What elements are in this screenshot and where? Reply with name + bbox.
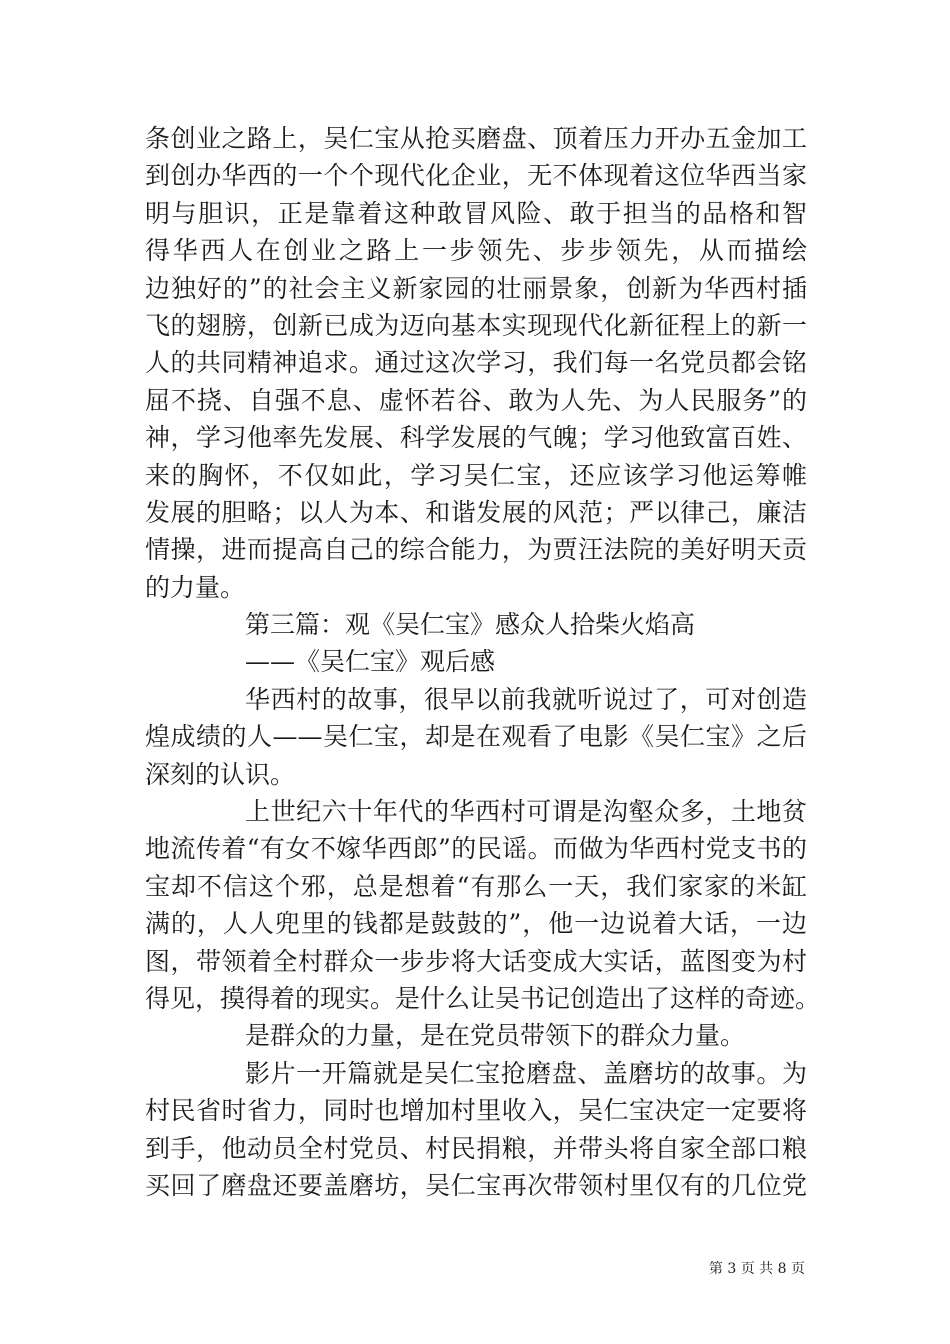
text-line: 宝却不信这个邪，总是想着“有那么一天，我们家家的米缸 <box>145 871 807 901</box>
text-line: 的力量。 <box>145 572 246 602</box>
text-line: 神，学习他率先发展、科学发展的气魄；学习他致富百姓、 <box>145 423 807 453</box>
text-line: 地流传着“有女不嫁华西郎”的民谣。而做为华西村党支书的 <box>145 834 807 864</box>
text-line: 飞的翅膀，创新已成为迈向基本实现现代化新征程上的新一 <box>145 310 807 340</box>
text-line: 情操，进而提高自己的综合能力，为贾汪法院的美好明天贡 <box>145 535 807 565</box>
text-line: 边独好的”的社会主义新家园的壮丽景象，创新为华西村插 <box>145 273 807 303</box>
text-line: 来的胸怀，不仅如此，学习吴仁宝，还应该学习他运筹帷 <box>145 460 807 490</box>
text-line: 得见，摸得着的现实。是什么让吴书记创造出了这样的奇迹。 <box>145 983 821 1013</box>
text-line: 到创办华西的一个个现代化企业，无不体现着这位华西当家 <box>145 161 807 191</box>
text-line: 深刻的认识。 <box>145 759 296 789</box>
page-number: 第 3 页 共 8 页 <box>708 1261 805 1277</box>
text-line: 影片一开篇就是吴仁宝抢磨盘、盖磨坊的故事。为 <box>245 1058 807 1088</box>
text-line: 村民省时省力，同时也增加村里收入，吴仁宝决定一定要将 <box>145 1096 807 1126</box>
body-text <box>145 120 821 1204</box>
text-line: 满的，人人兜里的钱都是鼓鼓的”，他一边说着大话，一边 <box>145 909 807 939</box>
text-line: 屈不挠、自强不息、虚怀若谷、敢为人先、为人民服务”的 <box>145 385 807 415</box>
text-line: 到手，他动员全村党员、村民捐粮，并带头将自家全部口粮 <box>145 1133 807 1163</box>
text-line: 上世纪六十年代的华西村可谓是沟壑众多，土地贫 <box>245 797 807 827</box>
text-line: 人的共同精神追求。通过这次学习，我们每一名党员都会铭 <box>145 348 807 378</box>
text-line: 条创业之路上，吴仁宝从抢买磨盘、顶着压力开办五金加工 <box>145 124 807 153</box>
text-line: 明与胆识，正是靠着这种敢冒风险、敢于担当的品格和智 <box>145 198 807 228</box>
text-line: 煌成绩的人——吴仁宝，却是在观看了电影《吴仁宝》之后 <box>145 722 807 752</box>
text-line: 第三篇：观《吴仁宝》感众人拾柴火焰高 <box>245 610 696 640</box>
text-line: 发展的胆略；以人为本、和谐发展的风范；严以律己，廉洁 <box>145 497 807 527</box>
text-line: 华西村的故事，很早以前我就听说过了，可对创造 <box>245 684 807 714</box>
text-line: ——《吴仁宝》观后感 <box>245 647 496 677</box>
text-line: 图，带领着全村群众一步步将大话变成大实话，蓝图变为村 <box>145 946 807 976</box>
text-line: 买回了磨盘还要盖磨坊，吴仁宝再次带领村里仅有的几位党 <box>145 1170 807 1200</box>
text-line: 是群众的力量，是在党员带领下的群众力量。 <box>245 1021 746 1051</box>
text-line: 得华西人在创业之路上一步领先、步步领先，从而描绘 <box>145 236 807 266</box>
